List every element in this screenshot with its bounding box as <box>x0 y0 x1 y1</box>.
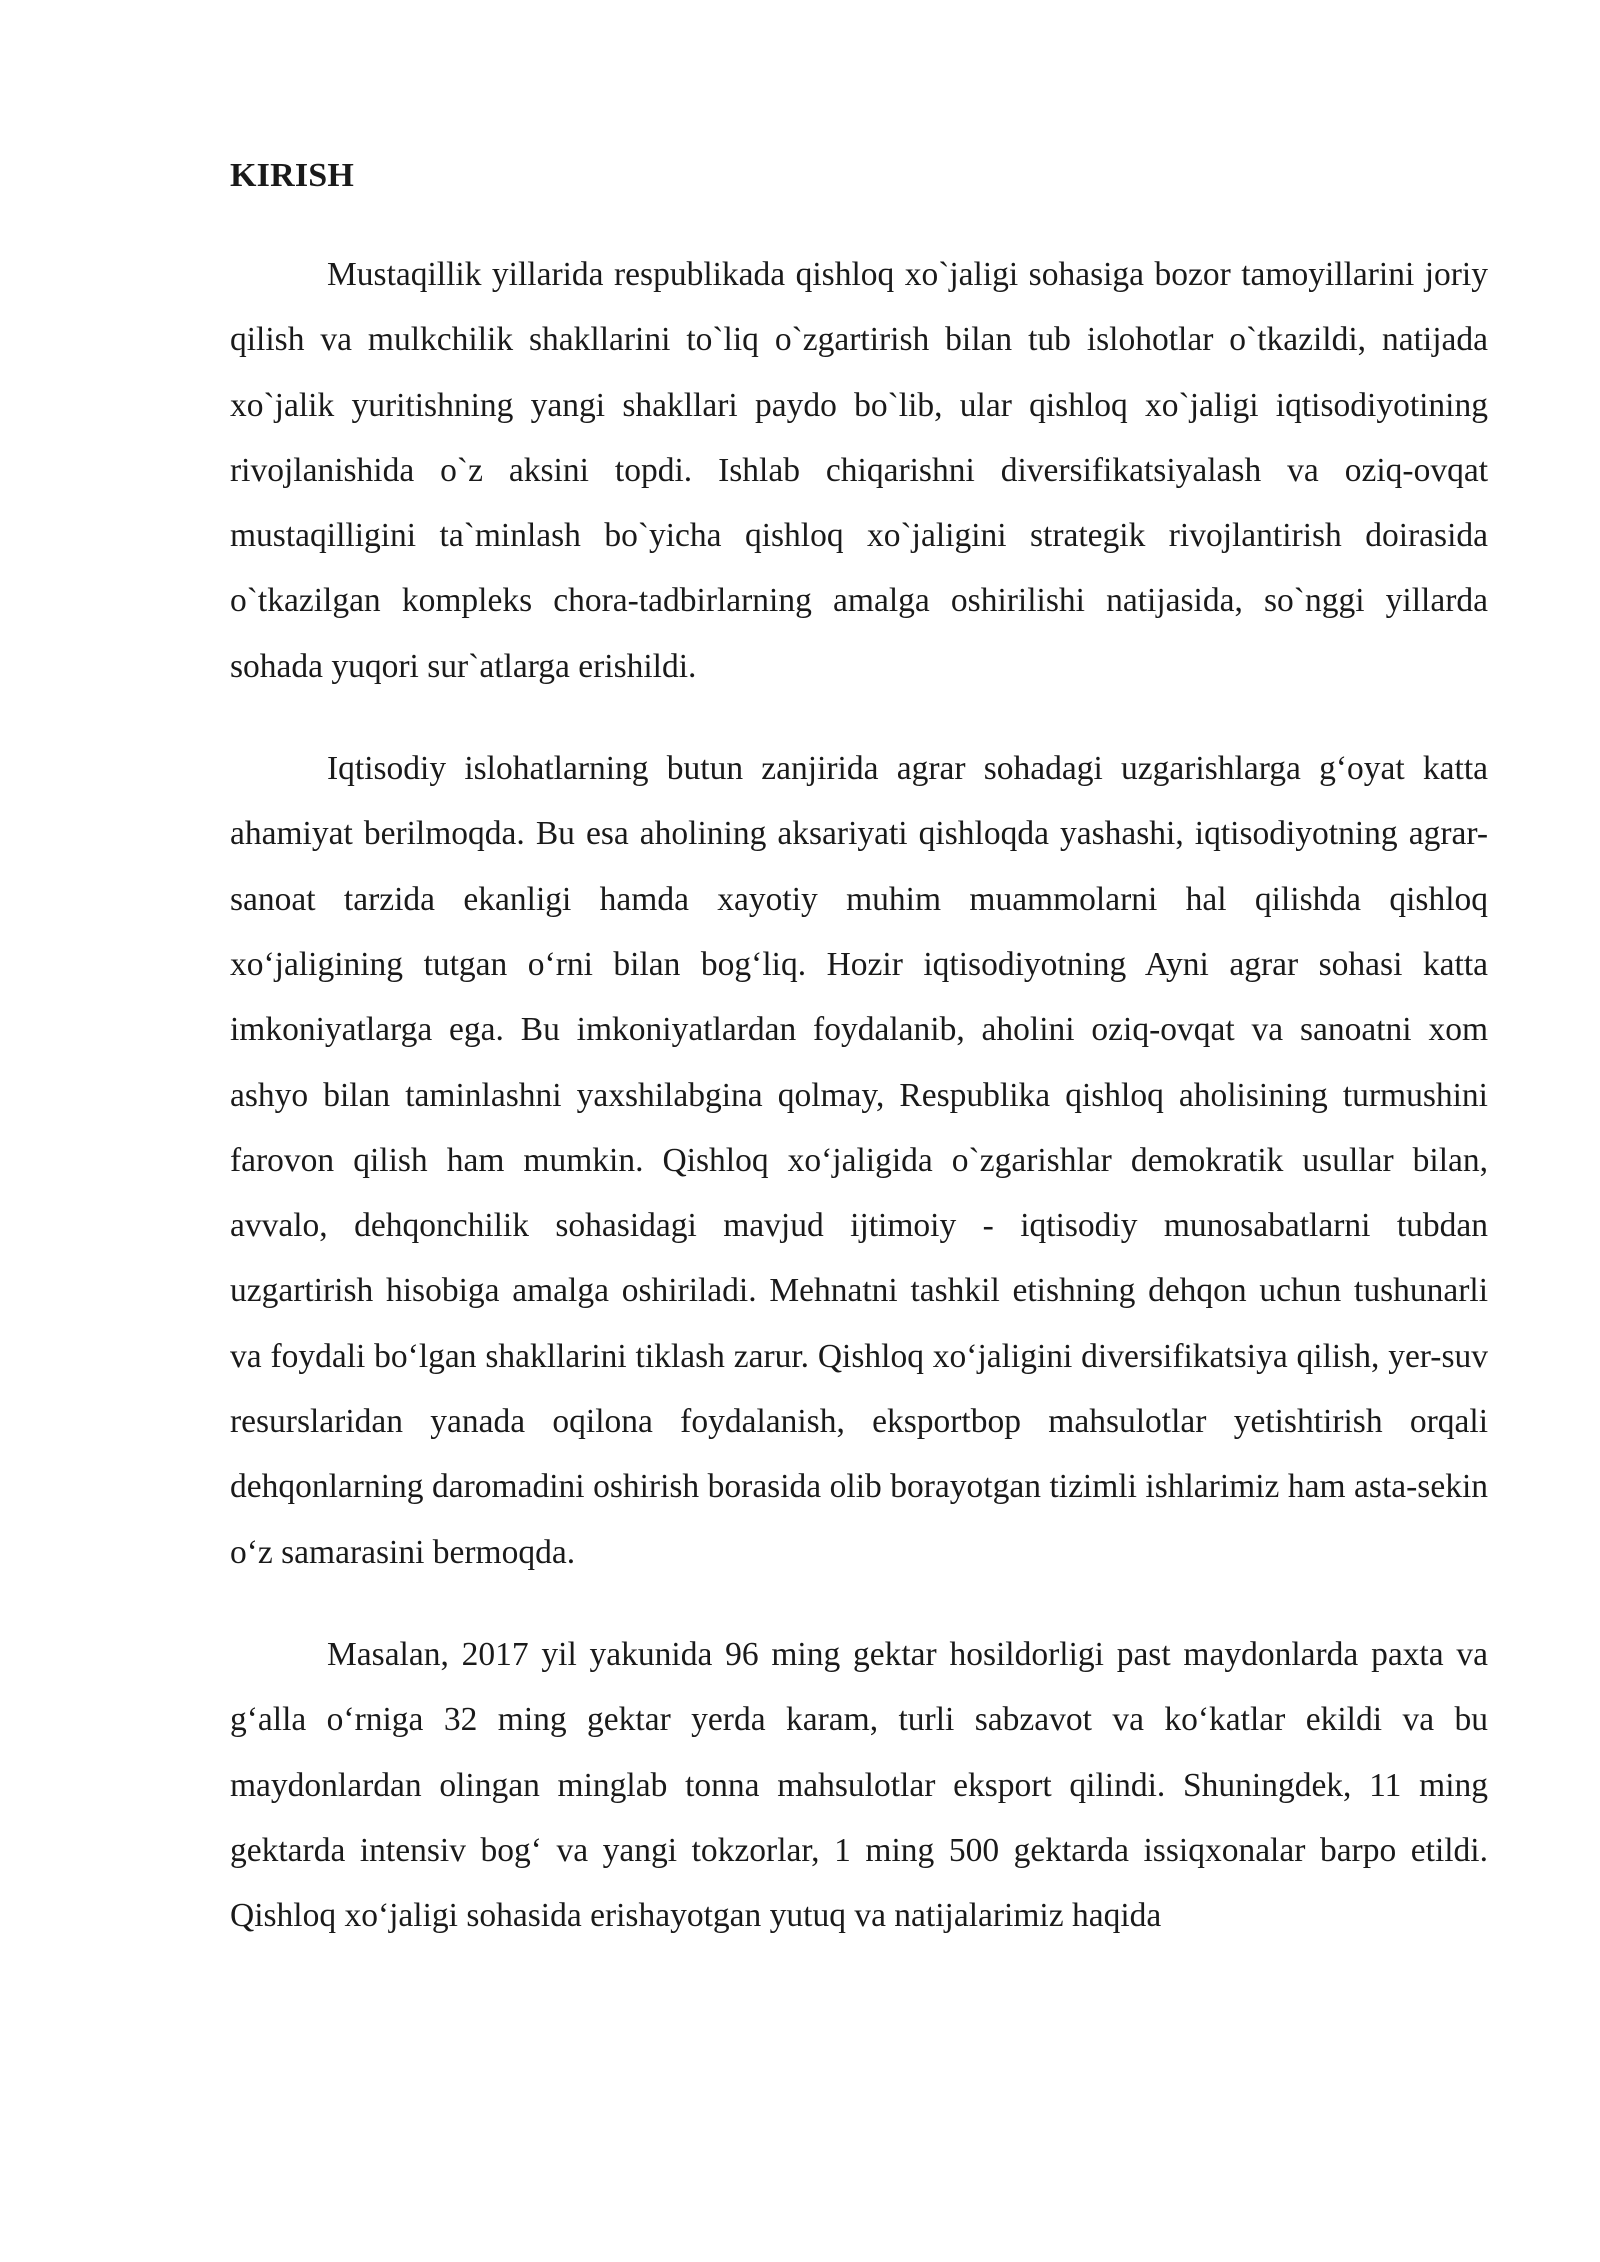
paragraph-2: Iqtisodiy islohatlarning butun zanjirida agrar sohadagi uzgarishlarga g‘oyat katta ahamiyat berilmoqda. Bu esa aholining aksariyati qishloqda yashashi, iqtisodiyotning agrar-sanoat tarzida ekanligi hamda xayotiy muhim muammolarni hal qilishda qishloq xo‘jaligining tutgan o‘rni bilan bog‘liq. Hozir iqtisodiyotning Ayni agrar sohasi katta imkoniyatlarga ega. Bu imkoniyatlardan foydalanib, aholini oziq-ovqat va sanoatni xom ashyo bilan taminlashni yaxshilabgina qolmay, Respublika qishloq aholisining turmushini farovon qilish ham mumkin. Qishloq xo‘jaligida o`zgarishlar demokratik usullar bilan, avvalo, dehqonchilik sohasidagi mavjud ijtimoiy - iqtisodiy munosabatlarni tubdan uzgartirish hisobiga amalga oshiriladi. Mehnatni tashkil etishning dehqon uchun tushunarli va foydali bo‘lgan shakllarini tiklash zarur. Qishloq xo‘jaligini diversifikatsiya qilish, yer-suv resurslaridan yanada oqilona foydalanish, eksportbop mahsulotlar yetishtirish orqali dehqonlarning daromadini oshirish borasida olib borayotgan tizimli ishlarimiz ham asta-sekin o‘z samarasini bermoqda. <box>230 750 1488 1571</box>
document-body <box>230 152 1488 1985</box>
section-heading: KIRISH <box>230 157 355 194</box>
paragraph-1: Mustaqillik yillarida respublikada qishloq xo`jaligi sohasiga bozor tamoyillarini joriy qilish va mulkchilik shakllarini to`liq o`zgartirish bilan tub islohotlar o`tkazildi, natijada xo`jalik yuritishning yangi shakllari paydo bo`lib, ular qishloq xo`jaligi iqtisodiyotining rivojlanishida o`z aksini topdi. Ishlab chiqarishni diversifikatsiyalash va oziq-ovqat mustaqilligini ta`minlash bo`yicha qishloq xo`jaligini strategik rivojlantirish doirasida o`tkazilgan kompleks chora-tadbirlarning amalga oshirilishi natijasida, so`nggi yillarda sohada yuqori sur`atlarga erishildi. <box>230 256 1488 685</box>
paragraph-3: Masalan, 2017 yil yakunida 96 ming gektar hosildorligi past maydonlarda paxta va g‘alla o‘rniga 32 ming gektar yerda karam, turli sabzavot va ko‘katlar ekildi va bu maydonlardan olingan minglab tonna mahsulotlar eksport qilindi. Shuningdek, 11 ming gektarda intensiv bog‘ va yangi tokzorlar, 1 ming 500 gektarda issiqxonalar barpo etildi. Qishloq xo‘jaligi sohasida erishayotgan yutuq va natijalarimiz haqida <box>230 1635 1488 1935</box>
